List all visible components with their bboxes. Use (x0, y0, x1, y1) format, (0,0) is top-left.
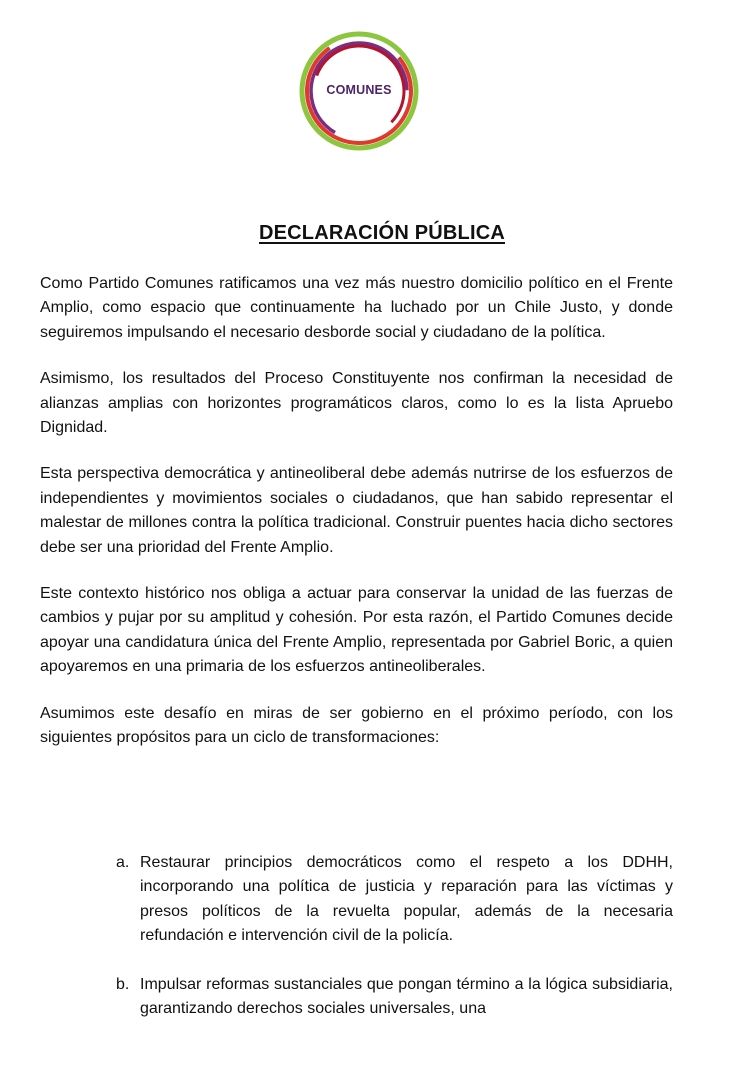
purposes-list (116, 851, 673, 1045)
list-item-text: Impulsar reformas sustanciales que pongan término a la lógica subsidiaria, garantizando derechos sociales universales, una (140, 975, 673, 1018)
page-title: DECLARACIÓN PÚBLICA (258, 222, 506, 244)
paragraph-2: Asimismo, los resultados del Proceso Constituyente nos confirman la necesidad de alianzas amplias con horizontes programáticos claros, como lo es la lista Apruebo Dignidad. (40, 370, 673, 437)
list-item (116, 973, 673, 1022)
document-body (40, 272, 673, 773)
paragraph-1: Como Partido Comunes ratificamos una vez más nuestro domicilio político en el Frente Amplio, como espacio que continuamente ha luchado por un Chile Justo, y donde seguiremos impulsando el necesario desborde social y ciudadano de la política. (40, 275, 673, 341)
paragraph-4: Este contexto histórico nos obliga a actuar para conservar la unidad de las fuerzas de cambios y pujar por su amplitud y cohesión. Por esta razón, el Partido Comunes decide apoyar una candidatura única del Frente Amplio, representada por Gabriel Boric, a quien apoyaremos en una primaria de los esfuerzos antineoliberales. (40, 585, 673, 676)
paragraph-5: Asumimos este desafío en miras de ser gobierno en el próximo período, con los siguientes propósitos para un ciclo de transformaciones: (40, 704, 673, 747)
list-marker: b. (116, 975, 130, 993)
list-item (116, 851, 673, 949)
list-marker: a. (116, 854, 130, 871)
list-item-text: Restaurar principios democráticos como el respeto a los DDHH, incorporando una política de justicia y reparación para las víctimas y presos políticos de la revuelta popular, además de la necesaria refundación e intervención civil de la policía. (140, 854, 673, 945)
paragraph-3: Esta perspectiva democrática y antineoliberal debe además nutrirse de los esfuerzos de independientes y movimientos sociales o ciudadanos, que han sabido representar el malestar de millones contra la política tradicional. Construir puentes hacia dicho sectores debe ser una prioridad del Frente Amplio. (40, 465, 673, 556)
comunes-logo (296, 28, 422, 154)
logo-text: COMUNES (326, 83, 392, 97)
